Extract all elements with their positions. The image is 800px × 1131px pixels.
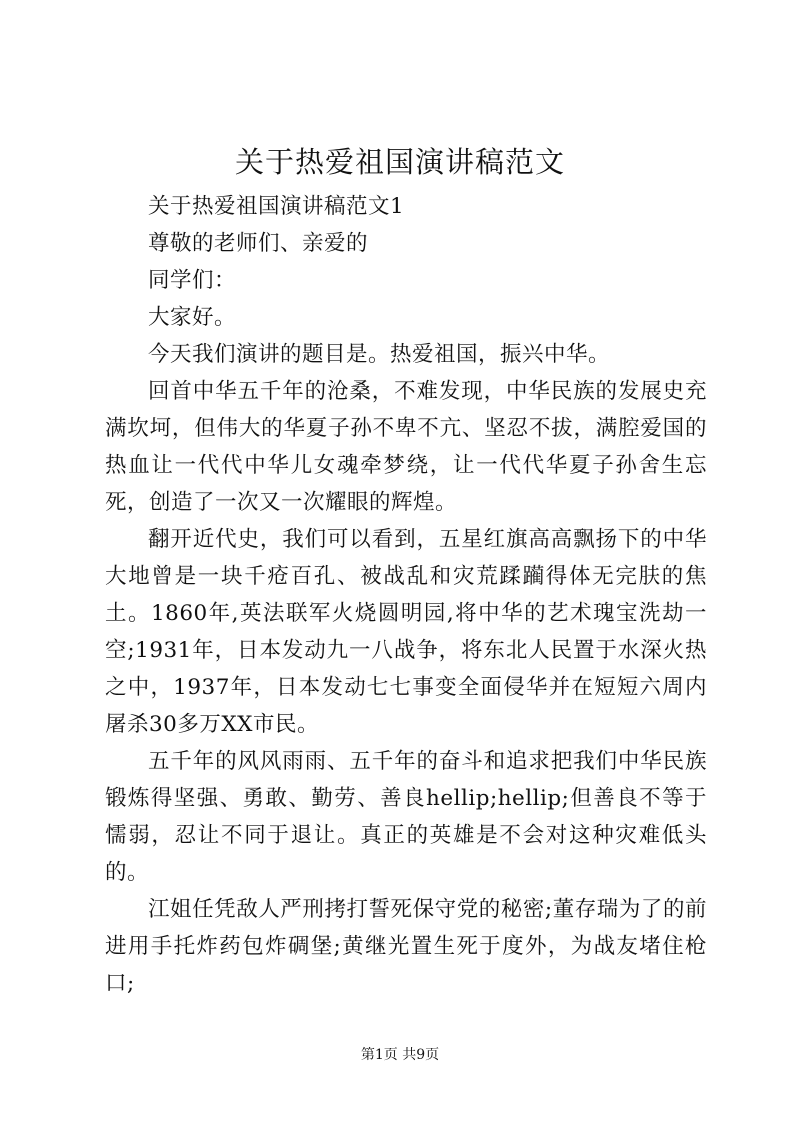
document-title: 关于热爱祖国演讲稿范文 — [234, 145, 565, 179]
paragraph-history: 回首中华五千年的沧桑，不难发现，中华民族的发展史充满坎坷，但伟大的华夏子孙不卑不亢、坚忍不拔，满腔爱国的热血让一代代中华儿女魂牵梦绕，让一代代华夏子孙舍生忘死，创造了一次又一次耀眼的辉煌。 — [105, 379, 707, 515]
paragraph-topic: 今天我们演讲的题目是。热爱祖国，振兴中华。 — [148, 342, 611, 367]
paragraph-greeting: 大家好。 — [148, 305, 237, 330]
paragraph-subtitle: 关于热爱祖国演讲稿范文1 — [148, 194, 405, 219]
paragraph-salutation-continued: 同学们： — [148, 268, 237, 293]
paragraph-heroes: 江姐任凭敌人严刑拷打誓死保守党的秘密;董存瑞为了的前进用手托炸药包炸碉堡;黄继光置生死于度外，为战友堵住枪口; — [105, 897, 707, 996]
paragraph-modern-history: 翻开近代史，我们可以看到，五星红旗高高飘扬下的中华大地曾是一块千疮百孔、被战乱和灾荒蹂躏得体无完肤的焦土。1860年,英法联军火烧圆明园,将中华的艺术瑰宝洗劫一空;1931年，日本发动九一八战争，将东北人民置于水深火热之中，1937年，日本发动七七事变全面侵华并在短短六周内屠杀30多万XX市民。 — [105, 527, 707, 737]
paragraph-struggle: 五千年的风风雨雨、五千年的奋斗和追求把我们中华民族锻炼得坚强、勇敢、勤劳、善良hellip;hellip;但善良不等于懦弱，忍让不同于退让。真正的英雄是不会对这种灾难低头的。 — [105, 749, 707, 885]
page-footer: 第1页 共9页 — [360, 1047, 440, 1063]
document-body — [105, 188, 707, 1002]
paragraph-salutation: 尊敬的老师们、亲爱的 — [148, 231, 369, 256]
